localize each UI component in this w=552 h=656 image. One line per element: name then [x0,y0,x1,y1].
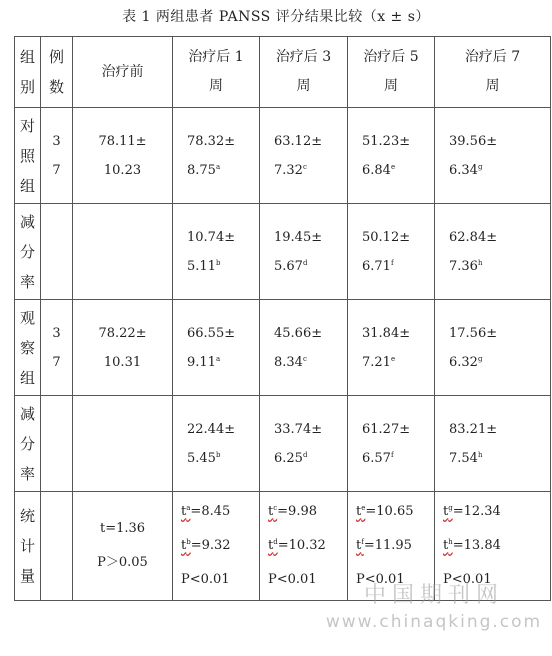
week3-cell: 45.66± 8.34$^c$ [260,300,348,396]
before-cell: 78.11± 10.23 [73,108,173,204]
before-cell [73,396,173,492]
watermark-url: www.chinaqking.com [325,612,543,632]
cases-cell [41,396,73,492]
week5-cell: 50.12± 6.71$^f$ [348,204,435,300]
week3-cell: 19.45± 5.67$^d$ [260,204,348,300]
header-group: 组 别 [15,37,41,108]
table-row-observe [15,300,551,396]
week5-cell: 51.23± 6.84$^e$ [348,108,435,204]
table-row-control-rate [15,204,551,300]
header-cases: 例 数 [41,37,73,108]
header-row [15,37,551,108]
before-cell: t=1.36 P＞0.05 [73,492,173,601]
cases-cell: 3 7 [41,300,73,396]
row-label: 对 照 组 [15,108,41,204]
cases-cell [41,492,73,601]
cases-cell: 3 7 [41,108,73,204]
week7-cell: 17.56± 6.32$^g$ [435,300,551,396]
week3-stat-cell: $t^c=9.98$ $t^d=10.32$ P<0.01 [260,492,348,601]
row-label: 减 分 率 [15,204,41,300]
header-before: 治疗前 [73,37,173,108]
header-week3: 治疗后 3 周 [260,37,348,108]
week7-cell: 83.21± 7.54$^h$ [435,396,551,492]
table-row-control [15,108,551,204]
week7-cell: 39.56± 6.34$^g$ [435,108,551,204]
week1-stat-cell: $t^a=8.45$ $t^b=9.32$ P<0.01 [173,492,260,601]
table-row-stats [15,492,551,601]
row-label: 减 分 率 [15,396,41,492]
week7-stat-cell: $t^g=12.34$ $t^h=13.84$ P<0.01 [435,492,551,601]
week1-cell: 10.74± 5.11$^b$ [173,204,260,300]
week1-cell: 66.55± 9.11$^a$ [173,300,260,396]
header-week7: 治疗后 7 周 [435,37,551,108]
week3-cell: 63.12± 7.32$^c$ [260,108,348,204]
week1-cell: 22.44± 5.45$^b$ [173,396,260,492]
header-week1: 治疗后 1 周 [173,37,260,108]
table-row-observe-rate [15,396,551,492]
week3-cell: 33.74± 6.25$^d$ [260,396,348,492]
header-week5: 治疗后 5 周 [348,37,435,108]
before-cell [73,204,173,300]
week5-stat-cell: $t^e=10.65$ $t^f=11.95$ P<0.01 [348,492,435,601]
watermark-cn: 中国期刊网 [363,583,504,608]
week5-cell: 61.27± 6.57$^f$ [348,396,435,492]
week7-cell: 62.84± 7.36$^h$ [435,204,551,300]
table-title: 表 1 两组患者 PANSS 评分结果比较（x ± s） [122,9,430,25]
week1-cell: 78.32± 8.75$^a$ [173,108,260,204]
week5-cell: 31.84± 7.21$^e$ [348,300,435,396]
before-cell: 78.22± 10.31 [73,300,173,396]
row-label: 观 察 组 [15,300,41,396]
panss-table [14,36,551,601]
cases-cell [41,204,73,300]
row-label: 统 计 量 [15,492,41,601]
